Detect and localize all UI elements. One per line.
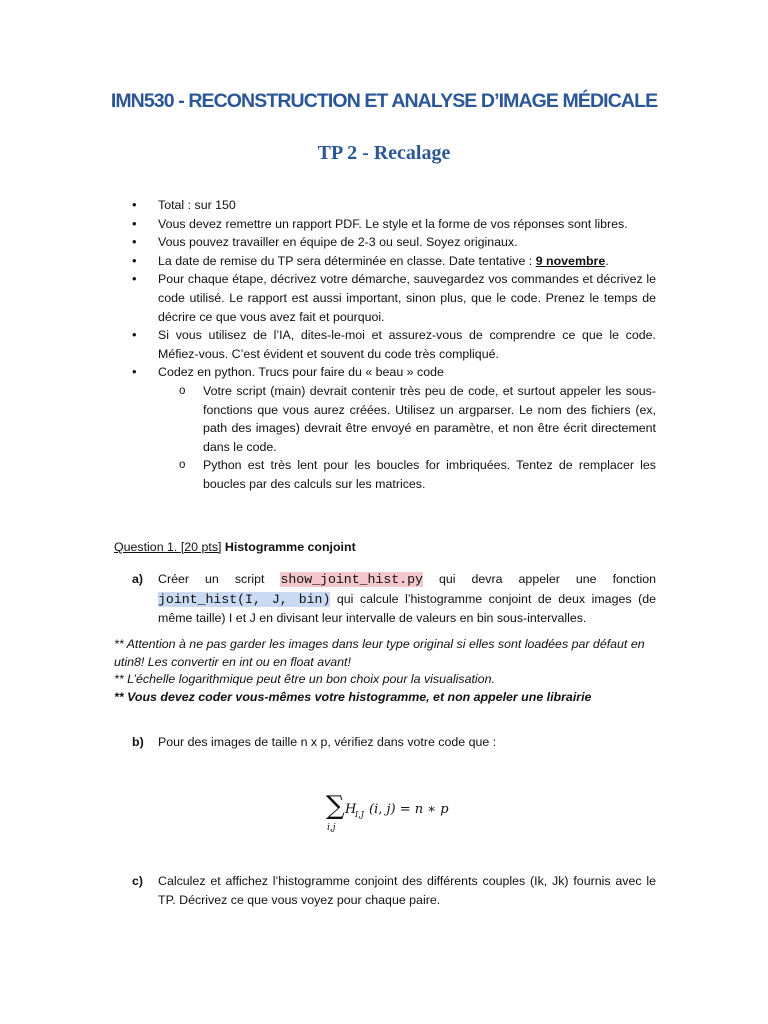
- part-label: b): [132, 735, 144, 749]
- sum-symbol: ∑: [326, 791, 345, 821]
- sub-list: [158, 382, 656, 494]
- text-run: qui devra appeler une fonction: [422, 572, 656, 586]
- note: ** L’échelle logarithmique peut être un bon choix pour la visualisation.: [114, 672, 495, 687]
- text-run: qui calcule l’histogramme conjoint de deux images (de même taille) I et J en divisant leur intervalle de valeurs en bin sous-intervalles.: [158, 591, 656, 626]
- note-prefix: **: [114, 689, 128, 704]
- list-item: • Pour chaque étape, décrivez votre démarche, sauvegardez vos commandes et décrivez le code utilisé. Le rapport est aussi important, sinon plus, que le code. Prenez le temps de décrire ce que vous avez fait et pourquoi.: [132, 270, 656, 326]
- question-points: [20 pts]: [180, 540, 222, 554]
- histogram-subscript: I,J: [355, 810, 364, 819]
- list-item: • Total : sur 150: [132, 196, 656, 215]
- script-name-code: show_joint_hist.py: [280, 572, 423, 587]
- list-item-text: La date de remise du TP sera déterminée en classe. Date tentative :: [158, 253, 536, 268]
- formula-rhs: (i, j) = n ∗ p: [369, 802, 449, 817]
- sum-formula: [322, 788, 462, 834]
- page-title: IMN530 - RECONSTRUCTION ET ANALYSE D’IMAGE MÉDICALE: [110, 90, 658, 112]
- sub-list-item: o Python est très lent pour les boucles for imbriquées. Tentez de remplacer les boucles par des calculs sur les matrices.: [158, 456, 656, 493]
- part-c-text: Calculez et affichez l’histogramme conjoint des différents couples (Ik, Jk) fournis avec le TP. Décrivez ce que vous voyez pour chaque paire.: [158, 874, 656, 907]
- list-item-text: .: [605, 253, 609, 268]
- list-item: [132, 252, 656, 271]
- function-signature-code: joint_hist(I, J, bin): [158, 591, 331, 607]
- question-1-heading: [114, 540, 356, 554]
- list-item: • Si vous utilisez de l’IA, dites-le-moi et assurez-vous de comprendre ce que le code. Méfiez-vous. C’est évident et souvent du code très compliqué.: [132, 326, 656, 363]
- part-b: [132, 735, 656, 749]
- text-run: Créer un script: [158, 572, 281, 586]
- question-number: Question 1.: [114, 540, 181, 554]
- list-item: • Vous devez remettre un rapport PDF. Le style et la forme de vos réponses sont libres.: [132, 215, 656, 234]
- note: ** Attention à ne pas garder les images dans leur type original si elles sont loadées par défaut en utin8! Les convertir en int ou en float avant!: [114, 637, 645, 669]
- page-subtitle: TP 2 - Recalage: [317, 142, 451, 164]
- due-date: 9 novembre: [535, 253, 606, 268]
- part-a: [132, 570, 656, 628]
- notes: [114, 636, 660, 706]
- note-emphasis: Vous devez coder vous-mêmes votre histogramme, et non appeler une librairie: [127, 689, 592, 704]
- list-item-text: Codez en python. Trucs pour faire du « beau » code: [158, 365, 444, 380]
- instructions-list: [132, 196, 656, 494]
- list-item: [132, 363, 656, 493]
- question-title: Histogramme conjoint: [221, 540, 356, 554]
- sum-subscript: i,j: [327, 823, 336, 833]
- histogram-symbol: H: [345, 802, 357, 817]
- part-c: [132, 872, 656, 909]
- list-item: • Vous pouvez travailler en équipe de 2-3 ou seul. Soyez originaux.: [132, 233, 656, 252]
- part-label: a): [132, 572, 144, 586]
- sub-list-item: o Votre script (main) devrait contenir très peu de code, et surtout appeler les sous-fonctions que vous aurez créées. Utilisez un argparser. Le nom des fichiers (ex, path des images) devrait être envoyé en paramètre, et non être écrit directement dans le code.: [158, 382, 656, 456]
- part-b-text: Pour des images de taille n x p, vérifiez dans votre code que :: [158, 735, 497, 749]
- part-a-text: [158, 570, 656, 628]
- part-label: c): [132, 874, 144, 888]
- note: [114, 689, 660, 707]
